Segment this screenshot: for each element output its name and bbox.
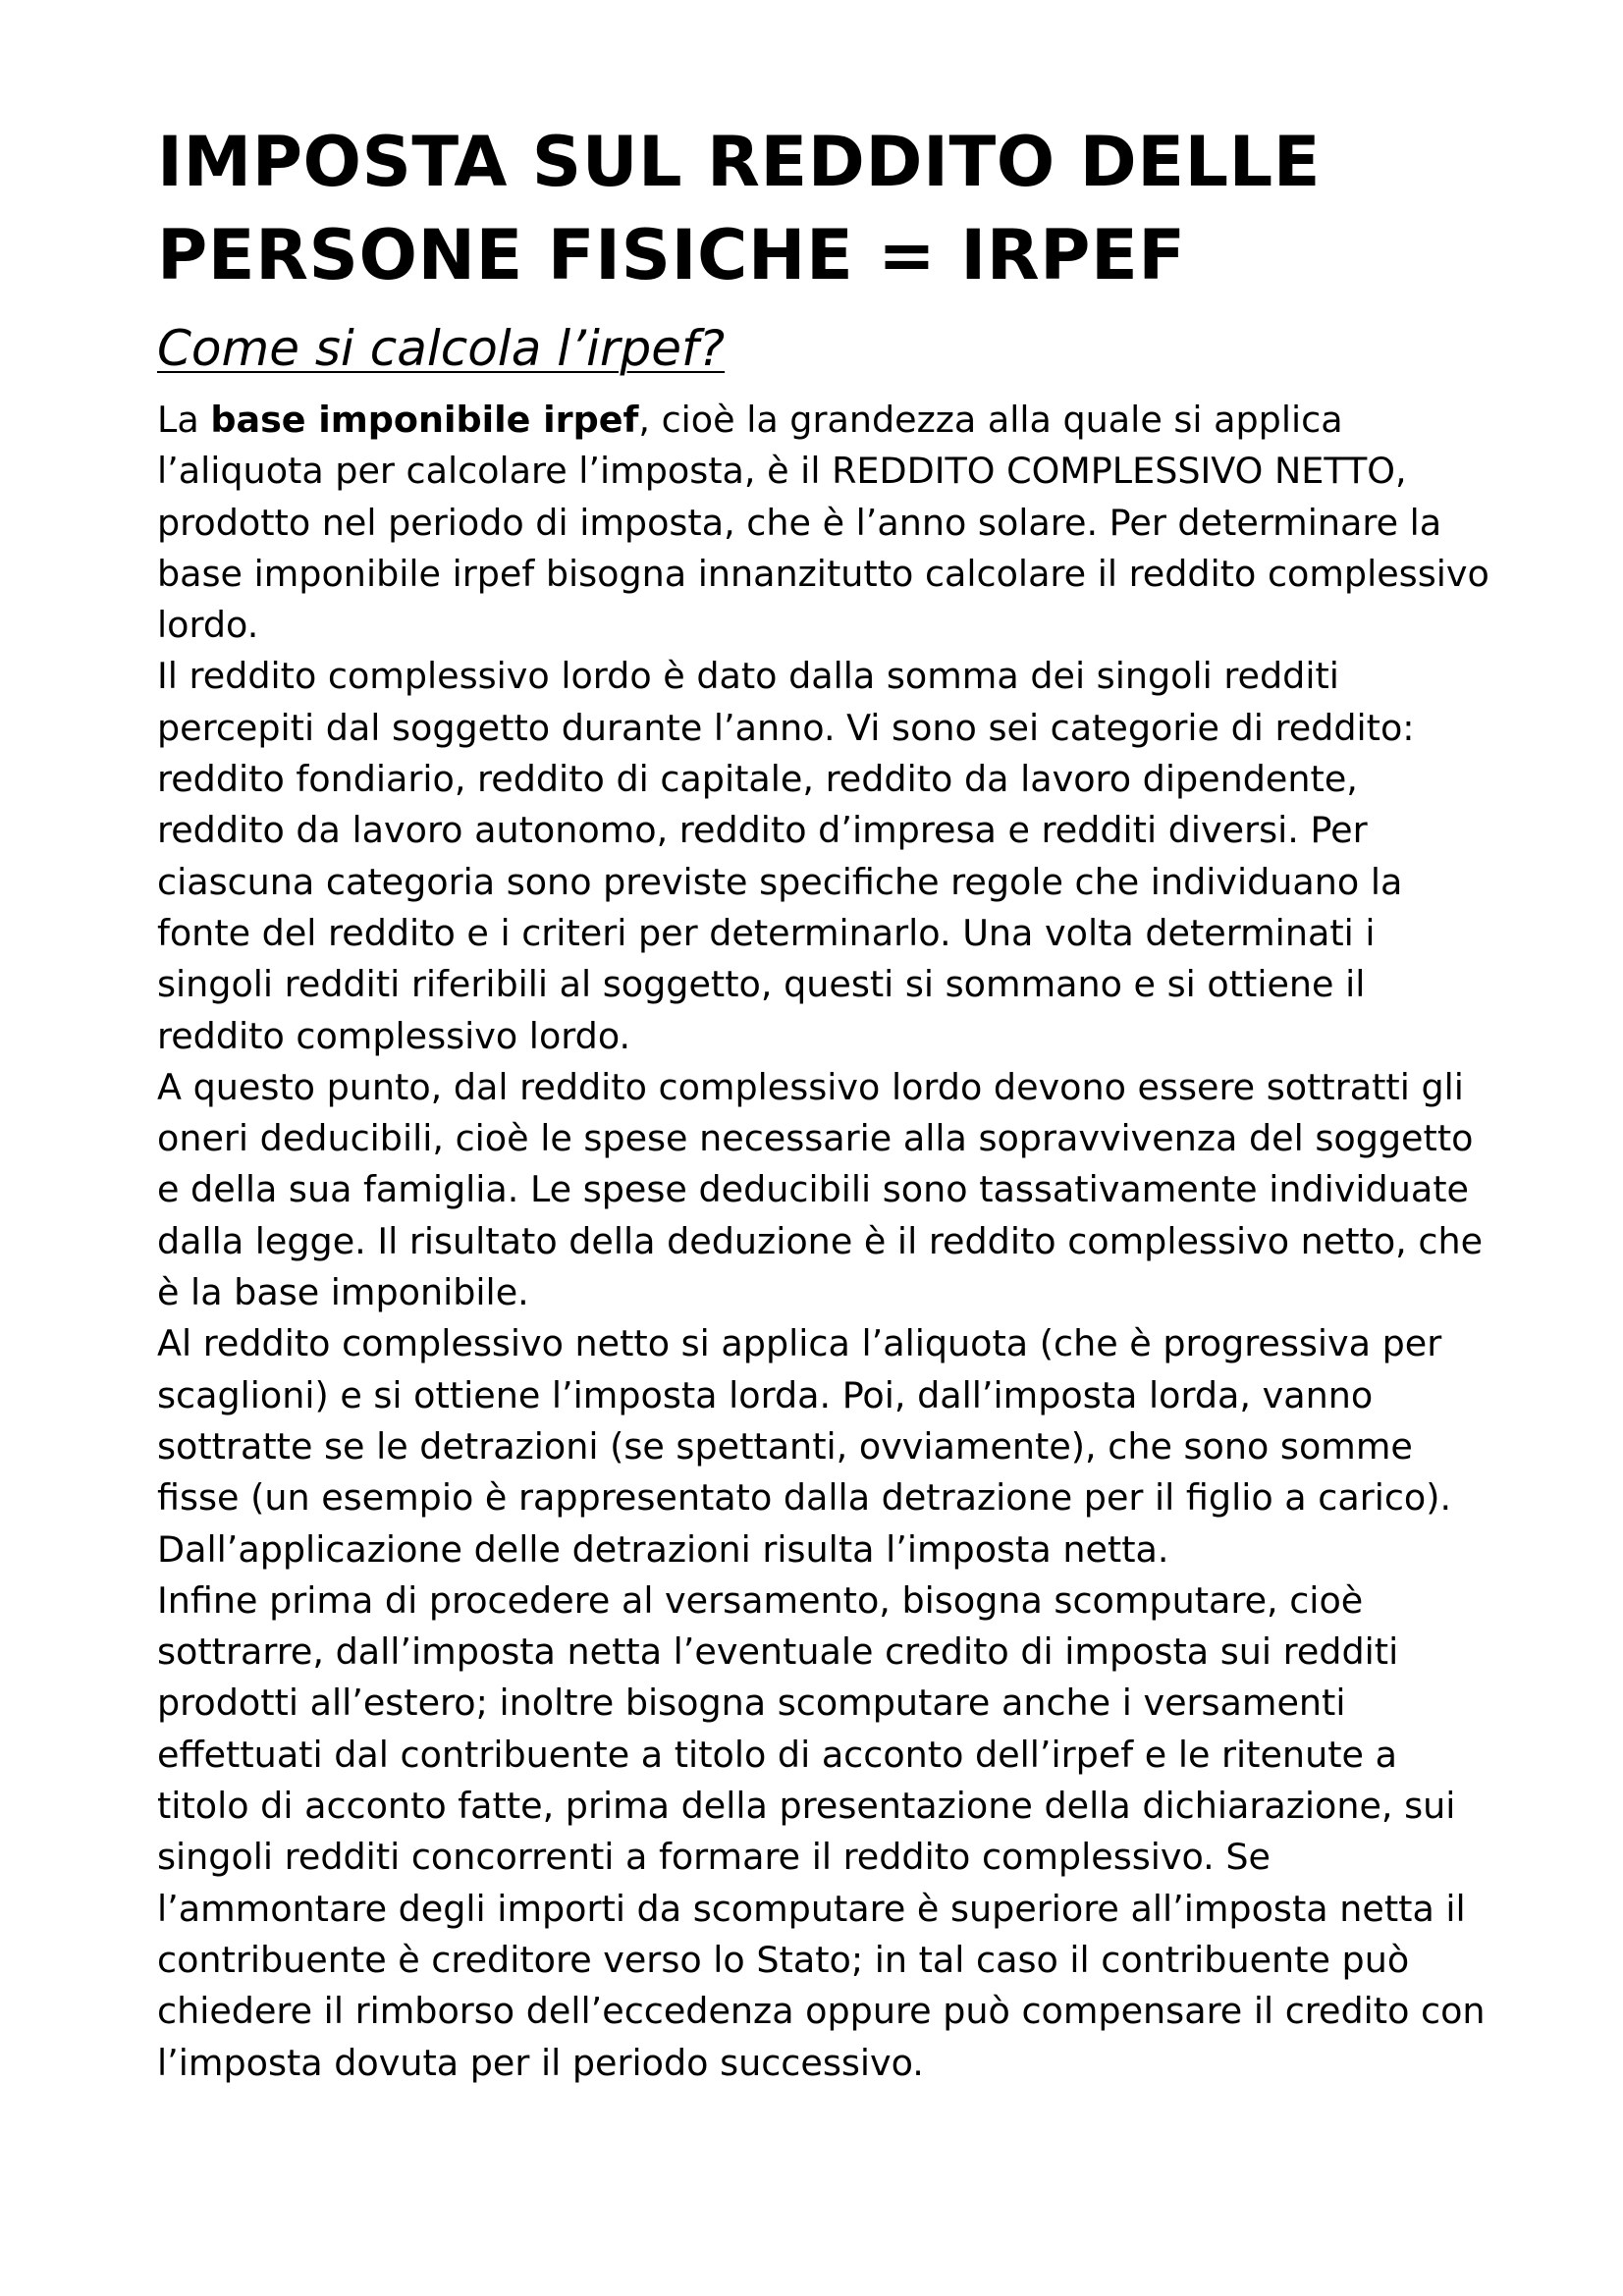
paragraph-1-bold-term: base imponibile irpef — [210, 399, 639, 441]
paragraph-4: Al reddito complessivo netto si applica l’aliquota (che è progressiva per scaglioni) e si ottiene l’imposta lorda. Poi, dall’imposta lorda, vanno sottratte se le detrazioni (se spettanti, ovviamente), che sono somme fisse (un esempio è rappresentato dalla detrazione per il figlio a carico). Dall’applicazione delle detrazioni risulta l’imposta netta. — [157, 1322, 1452, 1571]
body-text — [157, 395, 1492, 2089]
document-title — [157, 116, 1492, 302]
title-line-1: IMPOSTA SUL REDDITO DELLE — [157, 122, 1322, 202]
paragraph-1-rest: , cioè la grandezza alla quale si applica l’aliquota per calcolare l’imposta, è il REDDITO COMPLESSIVO NETTO, prodotto nel periodo di imposta, che è l’anno solare. Per determinare la base imponibile irpef bisogna innanzitutto calcolare il reddito complessivo lordo. — [157, 399, 1489, 647]
section-subtitle: Come si calcola l’irpef? — [157, 320, 726, 377]
document-page — [157, 116, 1492, 2089]
paragraph-1 — [157, 395, 1492, 651]
title-line-2: PERSONE FISICHE = IRPEF — [157, 215, 1186, 295]
paragraph-5: Infine prima di procedere al versamento, bisogna scomputare, cioè sottrarre, dall’imposta netta l’eventuale credito di imposta sui redditi prodotti all’estero; inoltre bisogna scomputare anche i versamenti effettuati dal contribuente a titolo di acconto dell’irpef e le ritenute a titolo di acconto fatte, prima della presentazione della dichiarazione, sui singoli redditi concorrenti a formare il reddito complessivo. Se l’ammontare degli importi da scomputare è superiore all’imposta netta il contribuente è creditore verso lo Stato; in tal caso il contribuente può chiedere il rimborso dell’eccedenza oppure può compensare il credito con l’imposta dovuta per il periodo successivo. — [157, 1578, 1486, 2084]
paragraph-1-lead: La — [157, 399, 211, 441]
paragraph-2: Il reddito complessivo lordo è dato dalla somma dei singoli redditi percepiti dal soggetto durante l’anno. Vi sono sei categorie di reddito: reddito fondiario, reddito di capitale, reddito da lavoro dipendente, reddito da lavoro autonomo, reddito d’impresa e redditi diversi. Per ciascuna categoria sono previste specifiche regole che individuano la fonte del reddito e i criteri per determinarlo. Una volta determinati i singoli redditi riferibili al soggetto, questi si sommano e si ottiene il reddito complessivo lordo. — [157, 655, 1415, 1057]
paragraph-3: A questo punto, dal reddito complessivo lordo devono essere sottratti gli oneri deducibili, cioè le spese necessarie alla sopravvivenza del soggetto e della sua famiglia. Le spese deducibili sono tassativamente individuate dalla legge. Il risultato della deduzione è il reddito complessivo netto, che è la base imponibile. — [157, 1065, 1484, 1314]
